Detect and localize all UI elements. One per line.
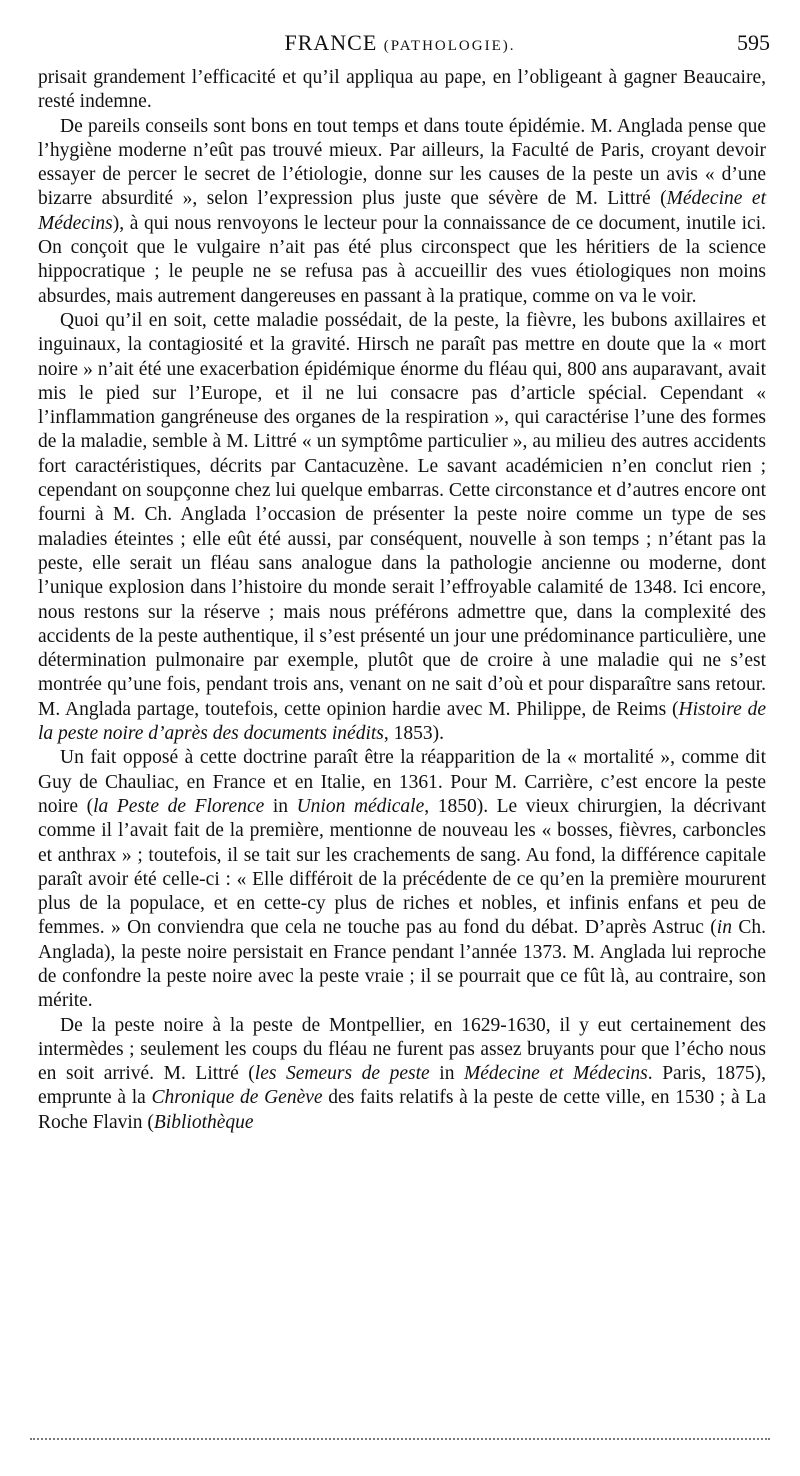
paragraph	[38, 746, 766, 1013]
text-run: prisait grandement l’efficacité et qu’il appliqua au pape, en l’obligeant à gagner Beaucaire, resté indemne.	[38, 67, 766, 113]
body-text	[38, 66, 766, 1135]
italic-citation: in	[716, 917, 732, 939]
running-title-main: FRANCE	[284, 30, 384, 55]
italic-citation: Médecine et Médecins	[464, 1063, 648, 1085]
text-run: des faits relatifs à la peste de cette ville, en 1530 ; à La Roche Flavin (	[38, 1087, 766, 1133]
text-run: , 1850). Le vieux chirurgien, la décrivant comme il l’avait fait de la première, mentionne de nouveau les « bosses, fièvres, carboncles et anthrax » ; toutefois, il se tait sur les crachements de sang. Au fond, la différence capitale paraît avoir été celle-ci : « Elle différoit de la précédente de ce qu’en la première moururent plus de la populace, et en cette-cy plus de riches et nobles, et infinis enfans et peu de femmes. » On conviendra que cela ne touche pas au fond du débat. D’après Astruc (	[38, 795, 767, 939]
italic-citation: les Semeurs de peste	[254, 1063, 430, 1085]
text-run: Quoi qu’il en soit, cette maladie possédait, de la peste, la fièvre, les bubons axillaires et inguinaux, la contagiosité et la gravité. Hirsch ne paraît pas mettre en doute que la « mort noire » n’ait été une exacerbation épidémique énorme du fléau qui, 800 ans auparavant, avait mis le pied sur l’Europe, et il ne lui consacre pas d’article spécial. Cependant « l’inflammation gangréneuse des organes de la respiration », qui caractérise l’une des formes de la maladie, semble à M. Littré « un symptôme particulier », au milieu des autres accidents fort caractéristiques, décrits par Cantacuzène. Le savant académicien n’en conclut rien ; cependant on soupçonne chez lui quelque embarras. Cette circonstance et d’autres encore ont fourni à M. Ch. Anglada l’occasion de présenter la peste noire comme un type de ses maladies éteintes ; elle eût été aussi, par conséquent, nouvelle à son temps ; n’étant pas la peste, elle serait un fléau sans analogue dans la pathologie ancienne ou moderne, dont l’unique explosion dans l’histoire du monde serait l’effroyable calamité de 1348. Ici encore, nous restons sur la réserve ; mais nous préférons admettre que, dans la complexité des accidents de la peste authentique, il s’est présenté un jour une prédominance particulière, une détermination pulmonaire par exemple, plutôt que de croire à une maladie qui ne s’est montrée qu’une fois, pendant trois ans, venant on ne sait d’où et pour disparaître sans retour. M. Anglada partage, toutefois, cette opinion hardie avec M. Philippe, de Reims (	[38, 309, 766, 720]
paragraph	[38, 66, 766, 115]
page-number: 595	[737, 30, 770, 55]
text-run: . Paris, 1875), emprunte à la	[38, 1063, 767, 1109]
italic-citation: Bibliothèque	[153, 1111, 254, 1133]
text-run: , 1853).	[383, 723, 445, 745]
running-header	[0, 30, 800, 64]
text-run: in	[264, 795, 297, 817]
text-run: in	[429, 1063, 465, 1085]
text-run: De pareils conseils sont bons en tout temps et dans toute épidémie. M. Anglada pense que l’hygiène moderne n’eût pas trouvé mieux. Par ailleurs, la Faculté de Paris, croyant devoir essayer de percer le secret de l’étiologie, donne sur les causes de la peste un avis « d’une bizarre absurdité », selon l’expression plus juste que sévère de M. Littré (	[38, 115, 766, 210]
italic-citation: Chronique de Genève	[151, 1087, 323, 1109]
footer-rule	[30, 1438, 770, 1440]
italic-citation: Médecine et Médecins	[38, 188, 766, 234]
text-run: ), à qui nous renvoyons le lecteur pour la connaissance de ce document, inutile ici. On conçoit que le vulgaire n’ait pas été plus circonspect que les héritiers de la science hippocratique ; le peuple ne se refusa pas à accueillir des vues étiologiques non moins absurdes, mais autrement dangereuses en passant à la pratique, comme on va le voir.	[38, 212, 766, 307]
paragraph	[38, 309, 766, 746]
running-title-subtitle: (PATHOLOGIE).	[383, 38, 516, 54]
text-run: Ch. Anglada), la peste noire persistait en France pendant l’année 1373. M. Anglada lui reproche de confondre la peste noire avec la peste vraie ; il se pourrait que ce fût là, au contraire, son mérite.	[38, 917, 766, 1012]
italic-citation: Histoire de la peste noire d’après des documents inédits	[38, 698, 766, 745]
text-run: De la peste noire à la peste de Montpellier, en 1629-1630, il y eut certainement des intermèdes ; seulement les coups du fléau ne furent pas assez bruyants pour que l’écho nous en soit arrivé. M. Littré (	[38, 1014, 766, 1085]
italic-citation: Union médicale	[296, 795, 425, 817]
text-run: Un fait opposé à cette doctrine paraît être la réapparition de la « mortalité », comme dit Guy de Chauliac, en France et en Italie, en 1361. Pour M. Carrière, c’est encore la peste noire (	[38, 747, 766, 817]
paragraph	[38, 115, 766, 309]
running-title	[0, 30, 800, 56]
italic-citation: la Peste de Florence	[93, 795, 265, 817]
paragraph	[38, 1014, 766, 1135]
